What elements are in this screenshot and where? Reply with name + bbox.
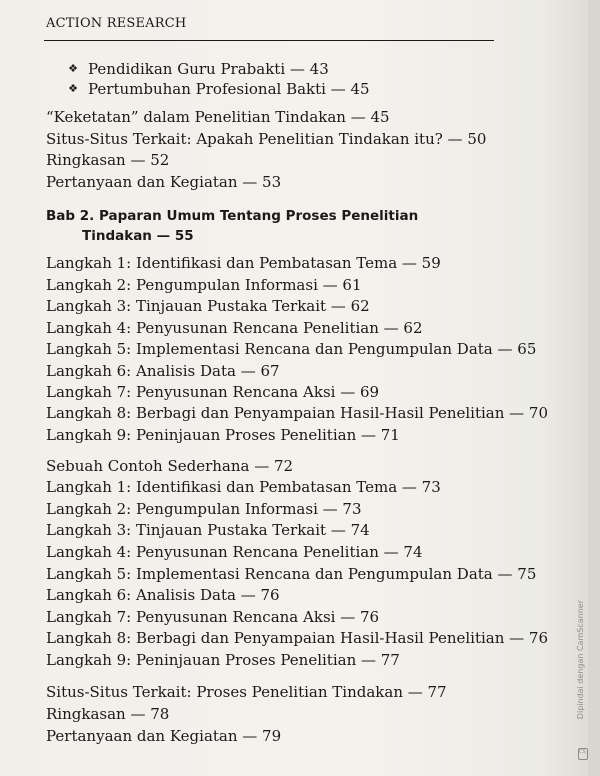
toc-step-entry: Langkah 6: Analisis Data — 76 [46, 586, 280, 604]
toc-entry: Situs-Situs Terkait: Proses Penelitian Tindakan — 77 [46, 683, 447, 701]
toc-entry: Sebuah Contoh Sederhana — 72 [46, 457, 294, 475]
running-header: ACTION RESEARCH [46, 16, 187, 31]
chapter-heading [46, 206, 418, 246]
chapter-heading-line1: Bab 2. Paparan Umum Tentang Proses Penelitian [46, 208, 419, 224]
toc-step-entry: Langkah 6: Analisis Data — 67 [46, 362, 280, 380]
toc-step-entry: Langkah 8: Berbagi dan Penyampaian Hasil-Hasil Penelitian — 70 [46, 404, 549, 422]
toc-step-entry: Langkah 5: Implementasi Rencana dan Pengumpulan Data — 75 [46, 565, 537, 583]
toc-bullet-item [66, 60, 329, 78]
diamond-bullet-icon: ❖ [68, 62, 78, 75]
toc-step-entry: Langkah 7: Penyusunan Rencana Aksi — 76 [46, 608, 380, 626]
toc-entry: Situs-Situs Terkait: Apakah Penelitian Tindakan itu? — 50 [46, 130, 487, 148]
toc-bullet-item [66, 80, 370, 98]
scanner-watermark: Dipindai dengan CamScanner [576, 600, 585, 720]
toc-entry: Pertanyaan dan Kegiatan — 79 [46, 727, 282, 745]
scanner-badge-icon: CS [578, 748, 588, 760]
toc-step-entry: Langkah 8: Berbagi dan Penyampaian Hasil-Hasil Penelitian — 76 [46, 629, 549, 647]
toc-step-entry: Langkah 1: Identifikasi dan Pembatasan Tema — 59 [46, 254, 441, 272]
chapter-heading-line2: Tindakan — 55 [82, 228, 194, 244]
toc-entry: Ringkasan — 52 [46, 151, 170, 169]
toc-entry: “Keketatan” dalam Penelitian Tindakan — 45 [46, 108, 390, 126]
toc-entry-text: Pendidikan Guru Prabakti — 43 [88, 60, 329, 78]
toc-step-entry: Langkah 3: Tinjauan Pustaka Terkait — 74 [46, 521, 370, 539]
toc-entry: Pertanyaan dan Kegiatan — 53 [46, 173, 282, 191]
diamond-bullet-icon: ❖ [68, 82, 78, 95]
toc-step-entry: Langkah 3: Tinjauan Pustaka Terkait — 62 [46, 297, 370, 315]
toc-step-entry: Langkah 9: Peninjauan Proses Penelitian — 71 [46, 426, 400, 444]
toc-step-entry: Langkah 1: Identifikasi dan Pembatasan Tema — 73 [46, 478, 441, 496]
toc-step-entry: Langkah 4: Penyusunan Rencana Penelitian — 74 [46, 543, 423, 561]
toc-entry: Ringkasan — 78 [46, 705, 170, 723]
toc-step-entry: Langkah 2: Pengumpulan Informasi — 73 [46, 500, 362, 518]
toc-step-entry: Langkah 9: Peninjauan Proses Penelitian — 77 [46, 651, 400, 669]
toc-step-entry: Langkah 2: Pengumpulan Informasi — 61 [46, 276, 362, 294]
header-rule [44, 40, 494, 41]
toc-step-entry: Langkah 7: Penyusunan Rencana Aksi — 69 [46, 383, 380, 401]
toc-step-entry: Langkah 4: Penyusunan Rencana Penelitian — 62 [46, 319, 423, 337]
toc-step-entry: Langkah 5: Implementasi Rencana dan Pengumpulan Data — 65 [46, 340, 537, 358]
toc-entry-text: Pertumbuhan Profesional Bakti — 45 [88, 80, 370, 98]
